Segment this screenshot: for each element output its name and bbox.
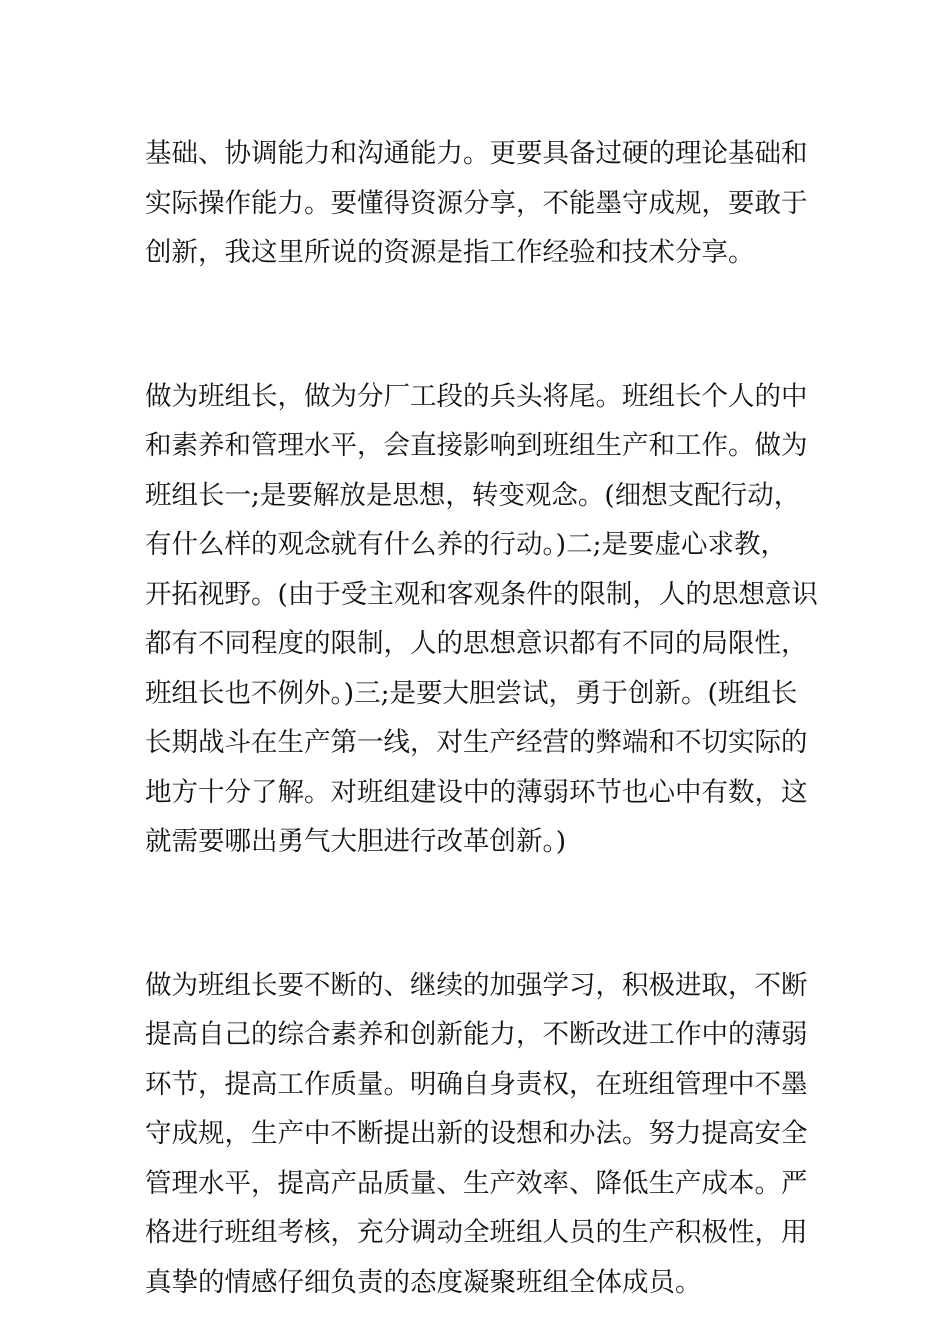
paragraph-spacer bbox=[145, 278, 810, 372]
text-line: 做为班组长，做为分厂工段的兵头将尾。班组长个人的中 bbox=[145, 380, 808, 412]
text-line: 都有不同程度的限制，人的思想意识都有不同的局限性， bbox=[145, 628, 808, 659]
text-line: 班组长也不例外。)三;是要大胆尝试，勇于创新。(班组长 bbox=[145, 677, 798, 709]
text-line: 地方十分了解。对班组建设中的薄弱环节也心中有数，这 bbox=[145, 776, 808, 808]
paragraph-1 bbox=[145, 129, 810, 278]
paragraph-spacer bbox=[145, 867, 810, 961]
text-line: 格进行班组考核，充分调动全班组人员的生产积极性，用 bbox=[145, 1217, 808, 1248]
text-line: 基础、协调能力和沟通能力。更要具备过硬的理论基础和 bbox=[145, 138, 808, 169]
text-line: 真挚的情感仔细负责的态度凝聚班组全体成员。 bbox=[145, 1266, 702, 1298]
paragraph-2 bbox=[145, 372, 818, 867]
text-line: 就需要哪出勇气大胆进行改革创新。) bbox=[145, 826, 567, 857]
text-line: 班组长一;是要解放是思想，转变观念。(细想支配行动， bbox=[145, 479, 801, 511]
text-line: 长期战斗在生产第一线，对生产经营的弊端和不切实际的 bbox=[145, 727, 808, 758]
text-line: 做为班组长要不断的、继续的加强学习，积极进取，不断 bbox=[145, 969, 808, 1001]
text-line: 环节，提高工作质量。明确自身责权，在班组管理中不墨 bbox=[145, 1068, 808, 1100]
text-line: 有什么样的观念就有什么养的行动。)二;是要虚心求教， bbox=[145, 529, 788, 560]
document-page bbox=[145, 129, 818, 1307]
text-line: 守成规，生产中不断提出新的设想和办法。努力提高安全 bbox=[145, 1118, 808, 1149]
text-line: 提高自己的综合素养和创新能力，不断改进工作中的薄弱 bbox=[145, 1019, 808, 1050]
text-line: 开拓视野。(由于受主观和客观条件的限制，人的思想意识 bbox=[145, 578, 818, 610]
paragraph-3 bbox=[145, 961, 810, 1308]
text-line: 管理水平，提高产品质量、生产效率、降低生产成本。严 bbox=[145, 1167, 808, 1199]
text-line: 实际操作能力。要懂得资源分享，不能墨守成规，要敢于 bbox=[145, 187, 808, 219]
text-line: 和素养和管理水平，会直接影响到班组生产和工作。做为 bbox=[145, 430, 808, 461]
text-line: 创新，我这里所说的资源是指工作经验和技术分享。 bbox=[145, 237, 755, 268]
